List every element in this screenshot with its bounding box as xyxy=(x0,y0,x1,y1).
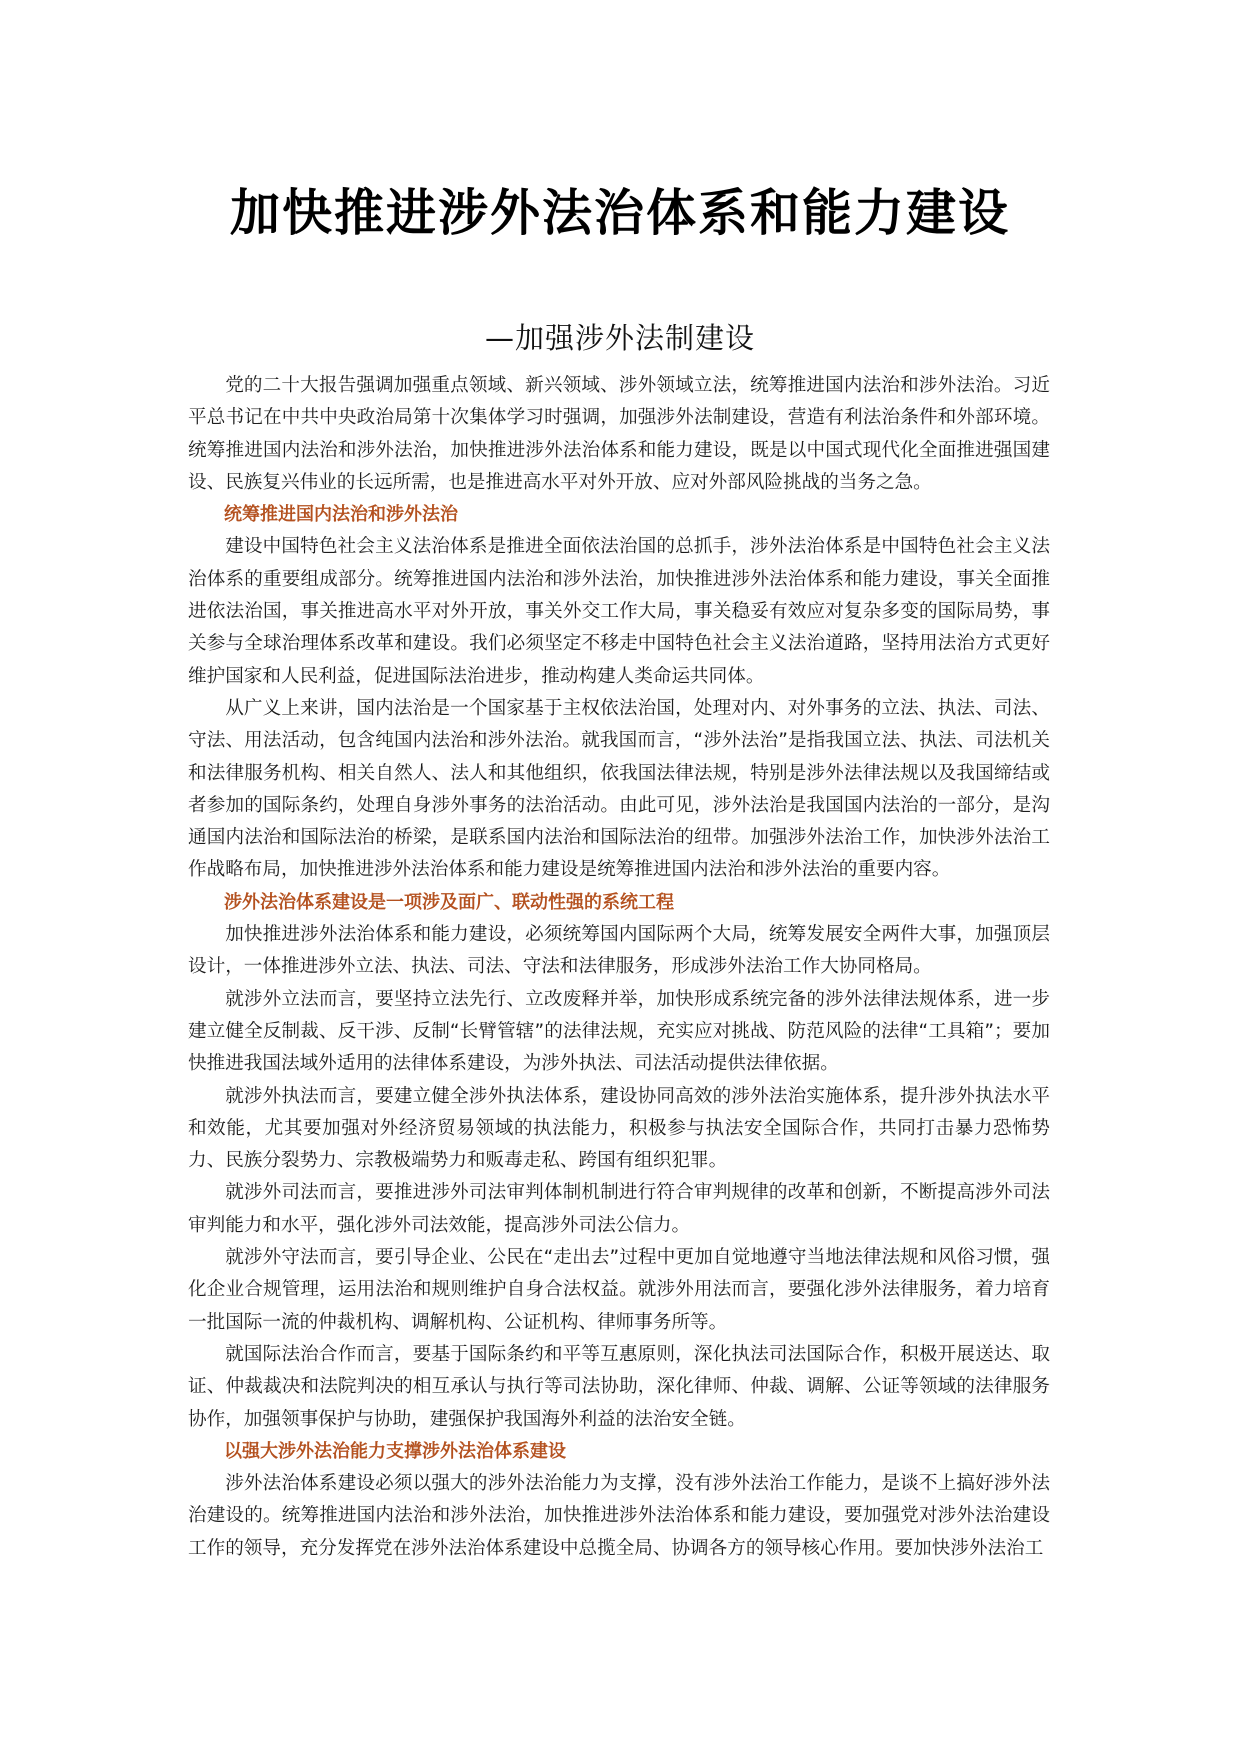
body-paragraph: 涉外法治体系建设必须以强大的涉外法治能力为支撑，没有涉外法治工作能力，是谈不上搞好涉外法治建设的。统筹推进国内法治和涉外法治，加快推进涉外法治体系和能力建设，要加强党对涉外法治建设工作的领导，充分发挥党在涉外法治体系建设中总揽全局、协调各方的领导核心作用。要加快涉外法治工 xyxy=(188,1473,1050,1559)
body-paragraph: 就涉外执法而言，要建立健全涉外执法体系，建设协同高效的涉外法治实施体系，提升涉外执法水平和效能，尤其要加强对外经济贸易领域的执法能力，积极参与执法安全国际合作，共同打击暴力恐怖势力、民族分裂势力、宗教极端势力和贩毒走私、跨国有组织犯罪。 xyxy=(188,1085,1050,1172)
body-paragraph: 就涉外立法而言，要坚持立法先行、立改废释并举，加快形成系统完备的涉外法律法规体系，进一步建立健全反制裁、反干涉、反制“长臂管辖”的法律法规，充实应对挑战、防范风险的法律“工具箱”；要加快推进我国法域外适用的法律体系建设，为涉外执法、司法活动提供法律依据。 xyxy=(188,988,1050,1075)
section-heading: 涉外法治体系建设是一项涉及面广、联动性强的系统工程 xyxy=(224,891,674,913)
section-heading: 统筹推进国内法治和涉外法治 xyxy=(224,504,458,526)
document-title: 加快推进涉外法治体系和能力建设 xyxy=(230,184,1010,242)
section-heading: 以强大涉外法治能力支撑涉外法治体系建设 xyxy=(224,1440,566,1462)
document-subtitle: —加强涉外法制建设 xyxy=(484,321,755,355)
body-paragraph: 从广义上来讲，国内法治是一个国家基于主权依法治国，处理对内、对外事务的立法、执法、司法、守法、用法活动，包含纯国内法治和涉外法治。就我国而言，“涉外法治”是指我国立法、执法、司法机关和法律服务机构、相关自然人、法人和其他组织，依我国法律法规，特别是涉外法律法规以及我国缔结或者参加的国际条约，处理自身涉外事务的法治活动。由此可见，涉外法治是我国国内法治的一部分，是沟通国内法治和国际法治的桥梁，是联系国内法治和国际法治的纽带。加强涉外法治工作，加快涉外法治工作战略布局，加快推进涉外法治体系和能力建设是统筹推进国内法治和涉外法治的重要内容。 xyxy=(188,697,1050,881)
body-paragraph: 建设中国特色社会主义法治体系是推进全面依法治国的总抓手，涉外法治体系是中国特色社会主义法治体系的重要组成部分。统筹推进国内法治和涉外法治，加快推进涉外法治体系和能力建设，事关全面推进依法治国，事关推进高水平对外开放，事关外交工作大局，事关稳妥有效应对复杂多变的国际局势，事关参与全球治理体系改革和建设。我们必须坚定不移走中国特色社会主义法治道路，坚持用法治方式更好维护国家和人民利益，促进国际法治进步，推动构建人类命运共同体。 xyxy=(188,536,1050,687)
body-paragraph: 就涉外守法而言，要引导企业、公民在“走出去”过程中更加自觉地遵守当地法律法规和风俗习惯，强化企业合规管理，运用法治和规则维护自身合法权益。就涉外用法而言，要强化涉外法律服务，着力培育一批国际一流的仲裁机构、调解机构、公证机构、律师事务所等。 xyxy=(188,1247,1050,1333)
body-paragraph: 加快推进涉外法治体系和能力建设，必须统筹国内国际两个大局，统筹发展安全两件大事，加强顶层设计，一体推进涉外立法、执法、司法、守法和法律服务，形成涉外法治工作大协同格局。 xyxy=(188,924,1050,978)
body-paragraph: 就国际法治合作而言，要基于国际条约和平等互惠原则，深化执法司法国际合作，积极开展送达、取证、仲裁裁决和法院判决的相互承认与执行等司法协助，深化律师、仲裁、调解、公证等领域的法律服务协作，加强领事保护与协助，建强保护我国海外利益的法治安全链。 xyxy=(188,1343,1050,1430)
document-body xyxy=(188,370,1050,1565)
body-paragraph: 党的二十大报告强调加强重点领域、新兴领域、涉外领域立法，统筹推进国内法治和涉外法治。习近平总书记在中共中央政治局第十次集体学习时强调，加强涉外法制建设，营造有利法治条件和外部环境。统筹推进国内法治和涉外法治，加快推进涉外法治体系和能力建设，既是以中国式现代化全面推进强国建设、民族复兴伟业的长远所需，也是推进高水平对外开放、应对外部风险挑战的当务之急。 xyxy=(188,375,1050,493)
body-paragraph: 就涉外司法而言，要推进涉外司法审判体制机制进行符合审判规律的改革和创新，不断提高涉外司法审判能力和水平，强化涉外司法效能，提高涉外司法公信力。 xyxy=(188,1182,1050,1236)
